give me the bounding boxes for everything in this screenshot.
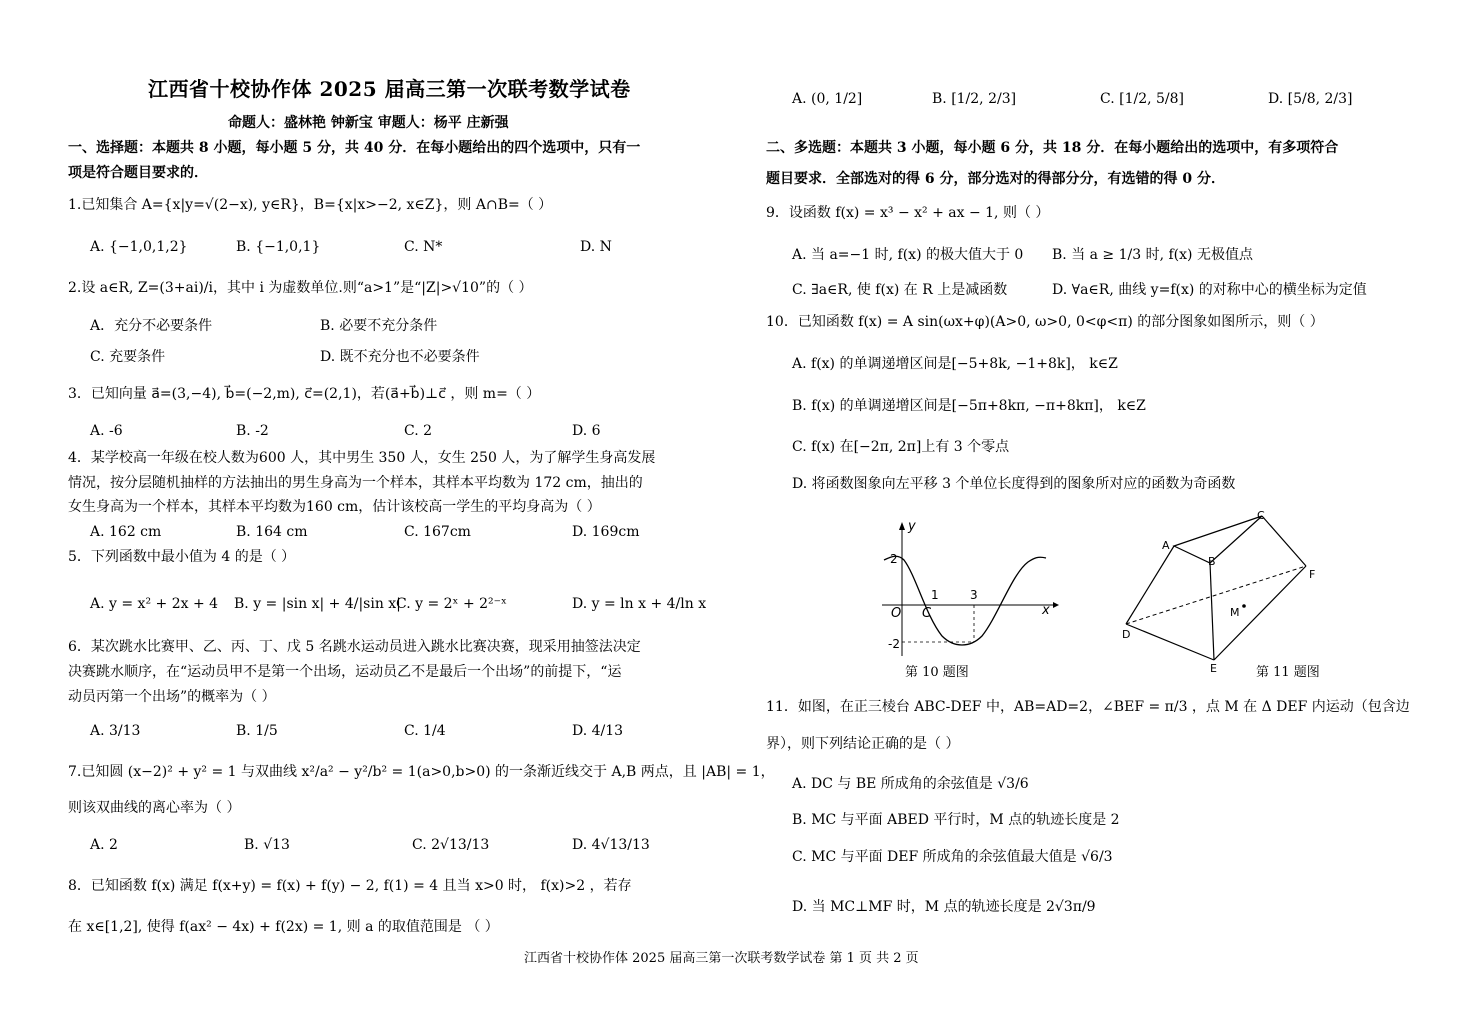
label-c: C xyxy=(1257,509,1265,522)
edge-ad xyxy=(1126,546,1174,624)
authors: 命题人：盛林艳 钟新宝 审题人：杨平 庄新强 xyxy=(228,115,509,131)
edge-cf xyxy=(1262,516,1306,566)
label-d: D xyxy=(1122,628,1131,641)
q1-option-b: B. {−1,0,1} xyxy=(236,239,321,255)
edge-df-hidden xyxy=(1126,566,1306,624)
q3-option-d: D. 6 xyxy=(572,423,601,439)
q8-option-c: C. [1/2, 5/8] xyxy=(1100,91,1184,107)
q7-option-d: D. 4√13/13 xyxy=(572,837,650,853)
tick-y-2: 2 xyxy=(890,552,898,566)
q11-option-a: A. DC 与 BE 所成角的余弦值是 √3/6 xyxy=(792,776,1029,792)
tick-x-3: 3 xyxy=(970,588,978,602)
label-b: B xyxy=(1208,555,1216,568)
q6-line1: 6．某次跳水比赛甲、乙、丙、丁、戊 5 名跳水运动员进入跳水比赛决赛，现采用抽签法决定 xyxy=(68,639,641,655)
q8-option-a: A. (0, 1/2] xyxy=(792,91,863,107)
x-label: x xyxy=(1042,603,1050,618)
q11-option-d: D. 当 MC⊥MF 时，M 点的轨迹长度是 2√3π/9 xyxy=(792,899,1096,915)
q5-option-d: D. y = ln x + 4/ln x xyxy=(572,596,707,612)
q1-option-a: A. {−1,0,1,2} xyxy=(90,239,188,255)
x-axis-arrow xyxy=(1053,602,1059,608)
q2-option-c: C. 充要条件 xyxy=(90,349,166,365)
q7-option-b: B. √13 xyxy=(244,837,290,853)
top-face xyxy=(1174,516,1262,563)
q4-line2: 情况，按分层随机抽样的方法抽出的男生身高为一个样本，其样本平均数为 172 cm，抽出的 xyxy=(68,475,643,491)
q10-option-d: D. 将函数图象向左平移 3 个单位长度得到的图象所对应的函数为奇函数 xyxy=(792,476,1236,492)
q6-line2: 决赛跳水顺序，在“运动员甲不是第一个出场，运动员乙不是最后一个出场”的前提下，“运 xyxy=(68,664,622,680)
q6-option-a: A. 3/13 xyxy=(90,723,141,739)
q2-option-a: A．充分不必要条件 xyxy=(90,318,213,334)
q5-option-b: B. y = |sin x| + 4/|sin x| xyxy=(234,596,401,612)
q2-option-d: D. 既不充分也不必要条件 xyxy=(320,349,480,365)
q5-stem: 5．下列函数中最小值为 4 的是（ ） xyxy=(68,549,296,565)
q10-option-b: B. f(x) 的单调递增区间是[−5π+8kπ, −π+8kπ]， k∈Z xyxy=(792,398,1146,414)
page-footer: 江西省十校协作体 2025 届高三第一次联考数学试卷 第 1 页 共 2 页 xyxy=(524,951,919,966)
q4-line1: 4．某学校高一年级在校人数为600 人，其中男生 350 人，女生 250 人，为了解学生身高发展 xyxy=(68,450,656,466)
q11-option-c: C. MC 与平面 DEF 所成角的余弦值最大值是 √6/3 xyxy=(792,849,1113,865)
q2-stem: 2.设 a∈R, Z=(3+ai)/i，其中 i 为虚数单位.则“a>1”是“|Z|>√10”的（ ） xyxy=(68,280,533,296)
q9-option-d: D. ∀a∈R, 曲线 y=f(x) 的对称中心的横坐标为定值 xyxy=(1052,282,1367,298)
edge-ef xyxy=(1214,566,1306,660)
section2-heading-line1: 二、多选题：本题共 3 小题，每小题 6 分，共 18 分．在每小题给出的选项中，有多项符合 xyxy=(766,140,1339,156)
q4-option-a: A. 162 cm xyxy=(90,524,162,540)
q6-option-c: C. 1/4 xyxy=(404,723,446,739)
sine-curve xyxy=(884,556,1046,645)
q10-stem: 10．已知函数 f(x) = A sin(ωx+φ)(A>0, ω>0, 0<φ<π) 的部分图象如图所示，则（ ） xyxy=(766,314,1324,330)
figure-10-caption: 第 10 题图 xyxy=(905,665,969,680)
section1-heading-line2: 项是符合题目要求的． xyxy=(68,165,208,181)
q9-option-a: A. 当 a=−1 时, f(x) 的极大值大于 0 xyxy=(792,247,1024,263)
q9-stem: 9．设函数 f(x) = x³ − x² + ax − 1, 则（ ） xyxy=(766,205,1050,221)
q9-option-c: C. ∃a∈R, 使 f(x) 在 R 上是减函数 xyxy=(792,282,1008,298)
q4-option-c: C. 167cm xyxy=(404,524,471,540)
origin-label: O xyxy=(891,606,902,621)
figure-11-caption: 第 11 题图 xyxy=(1256,665,1320,680)
edge-be xyxy=(1210,563,1214,660)
label-a: A xyxy=(1162,539,1170,552)
q8-option-d: D. [5/8, 2/3] xyxy=(1268,91,1353,107)
q11-option-b: B. MC 与平面 ABED 平行时，M 点的轨迹长度是 2 xyxy=(792,812,1120,828)
y-axis-arrow xyxy=(899,522,905,530)
q11-line2: 界），则下列结论正确的是（ ） xyxy=(766,736,960,752)
q8-line1: 8．已知函数 f(x) 满足 f(x+y) = f(x) + f(y) − 2, f(1) = 4 且当 x>0 时， f(x)>2 ，若存 xyxy=(68,878,632,894)
point-m xyxy=(1242,604,1246,608)
q3-stem: 3．已知向量 a⃗=(3,−4), b⃗=(−2,m), c⃗=(2,1)，若(a⃗+b⃗)⊥c⃗ ，则 m=（ ） xyxy=(68,386,541,402)
q8-line2: 在 x∈[1,2], 使得 f(ax² − 4x) + f(2x) = 1, 则 a 的取值范围是 （ ） xyxy=(68,919,499,935)
q4-line3: 女生身高为一个样本，其样本平均数为160 cm，估计该校高一学生的平均身高为（ ） xyxy=(68,499,601,515)
q11-line1: 11．如图，在正三棱台 ABC-DEF 中，AB=AD=2，∠BEF = π/3 ，点 M 在 Δ DEF 内运动（包含边 xyxy=(766,699,1410,715)
tick-x-1: 1 xyxy=(931,588,939,602)
point-c-label: C xyxy=(922,606,932,621)
y-label: y xyxy=(908,519,916,534)
q1-option-d: D. N xyxy=(580,239,612,255)
q5-option-c: C. y = 2ˣ + 2²⁻ˣ xyxy=(396,596,507,612)
q3-option-a: A. -6 xyxy=(90,423,123,439)
section1-heading-line1: 一、选择题：本题共 8 小题，每小题 5 分，共 40 分．在每小题给出的四个选项中，只有一 xyxy=(68,140,641,156)
q4-option-d: D. 169cm xyxy=(572,524,640,540)
q1-stem: 1.已知集合 A={x|y=√(2−x), y∈R}，B={x|x>−2, x∈Z}，则 A∩B=（ ） xyxy=(68,197,553,213)
tick-y-neg2: -2 xyxy=(888,637,900,651)
label-m: M xyxy=(1230,606,1240,619)
q4-option-b: B. 164 cm xyxy=(236,524,308,540)
edge-de xyxy=(1126,624,1214,660)
label-f: F xyxy=(1309,568,1316,581)
q10-option-c: C. f(x) 在[−2π, 2π]上有 3 个零点 xyxy=(792,439,1010,455)
q1-option-c: C. N* xyxy=(404,239,443,255)
page-title: 江西省十校协作体 2025 届高三第一次联考数学试卷 xyxy=(148,77,631,101)
q3-option-c: C. 2 xyxy=(404,423,433,439)
q6-option-d: D. 4/13 xyxy=(572,723,624,739)
figure-10-graph xyxy=(878,518,1068,660)
q5-option-a: A. y = x² + 2x + 4 xyxy=(90,596,219,612)
q7-option-a: A. 2 xyxy=(90,837,118,853)
q7-option-c: C. 2√13/13 xyxy=(412,837,490,853)
q10-option-a: A. f(x) 的单调递增区间是[−5+8k, −1+8k]， k∈Z xyxy=(792,356,1118,372)
q2-option-b: B. 必要不充分条件 xyxy=(320,318,438,334)
q6-option-b: B. 1/5 xyxy=(236,723,278,739)
q7-line1: 7.已知圆 (x−2)² + y² = 1 与双曲线 x²/a² − y²/b² = 1(a>0,b>0) 的一条渐近线交于 A,B 两点，且 |AB| = 1， xyxy=(68,764,775,780)
q9-option-b: B. 当 a ≥ 1/3 时, f(x) 无极值点 xyxy=(1052,247,1253,263)
q7-line2: 则该双曲线的离心率为（ ） xyxy=(68,800,241,816)
q8-option-b: B. [1/2, 2/3] xyxy=(932,91,1017,107)
section2-heading-line2: 题目要求．全部选对的得 6 分，部分选对的得部分分，有选错的得 0 分． xyxy=(766,171,1225,187)
q6-line3: 动员丙第一个出场”的概率为（ ） xyxy=(68,689,276,705)
label-e: E xyxy=(1210,662,1217,675)
q3-option-b: B. -2 xyxy=(236,423,269,439)
